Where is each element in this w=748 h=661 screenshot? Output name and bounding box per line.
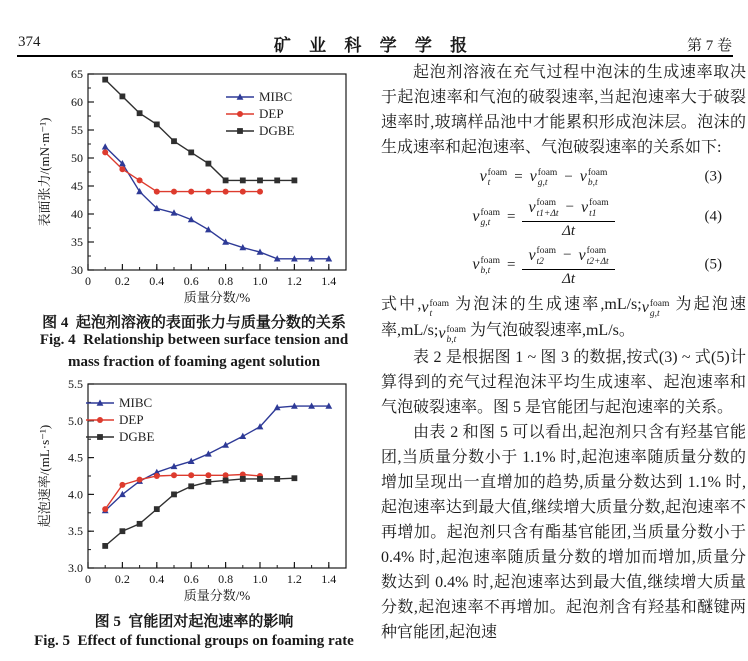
svg-text:0: 0 bbox=[85, 572, 91, 586]
equation-number: (4) bbox=[704, 208, 722, 225]
svg-text:质量分数/%: 质量分数/% bbox=[183, 588, 251, 603]
svg-text:4.0: 4.0 bbox=[68, 487, 83, 502]
equals-sign: = bbox=[506, 256, 516, 273]
volume-label: 第 7 卷 bbox=[686, 38, 732, 54]
svg-text:0.6: 0.6 bbox=[183, 572, 199, 586]
paragraph-foam-rate-intro: 起泡剂溶液在充气过程中泡沫的生成速率取决于起泡速率和气泡的破裂速率,当起泡速率大于破裂速率时,玻璃样品池中才能累积形成泡沫层。泡沫的生成速率和起泡速率、气泡破裂速率的关系如下: bbox=[381, 64, 746, 156]
svg-text:4.5: 4.5 bbox=[68, 450, 83, 465]
svg-text:0.8: 0.8 bbox=[218, 572, 234, 586]
svg-text:1.2: 1.2 bbox=[286, 572, 302, 586]
math-v-foam-gt: v foam g,t bbox=[529, 167, 558, 188]
svg-text:30: 30 bbox=[71, 263, 83, 277]
figure4-surface-tension-chart bbox=[36, 60, 362, 310]
equals-sign: = bbox=[506, 208, 516, 225]
svg-text:5.5: 5.5 bbox=[68, 377, 83, 391]
math-v-foam-t2dt: v foam t2+Δt bbox=[578, 246, 609, 267]
equation-5 bbox=[381, 244, 746, 286]
math-v-foam-t2: v foam t2 bbox=[528, 246, 557, 267]
svg-text:1.0: 1.0 bbox=[252, 572, 268, 586]
svg-text:0.2: 0.2 bbox=[114, 274, 130, 288]
right-text-column bbox=[381, 60, 746, 661]
svg-text:1.0: 1.0 bbox=[252, 274, 268, 288]
svg-text:35: 35 bbox=[71, 235, 83, 249]
math-delta-t: Δt bbox=[562, 270, 576, 287]
paragraph-discussion: 由表 2 和图 5 可以看出,起泡剂只含有羟基官能团,当质量分数小于 1.1% 时,起泡速率随质量分数的增加呈现出一直增加的趋势,质量分数达到 1.1% 时,起泡速率达到最大值,继续增大质量分数,起泡速率不再增加。起泡剂只含有酯基官能团,当质量分数小于 0.4% 时,起泡速率随质量分数的增加而增加,质量分数达到 0.4% 时,起泡速率达到最大值,继续增大质量分数,起泡速率不再增加。起泡剂含有羟基和醚键两种官能团,起泡速 bbox=[381, 423, 746, 641]
equation-4 bbox=[381, 196, 746, 238]
math-v-foam-gt: v foam g,t bbox=[472, 207, 500, 228]
where-clause-paragraph bbox=[381, 292, 746, 345]
minus-sign: − bbox=[564, 168, 573, 185]
svg-text:45: 45 bbox=[71, 179, 83, 193]
where-text: 为泡沫的生成速率,mL/s; bbox=[448, 296, 642, 313]
figure5-foaming-rate-chart bbox=[36, 372, 362, 608]
math-v-foam-t: v foam t bbox=[421, 298, 449, 319]
svg-text:1.2: 1.2 bbox=[286, 274, 302, 288]
equation-3 bbox=[381, 164, 746, 190]
minus-sign: − bbox=[565, 199, 575, 215]
math-v-foam-t1: v foam t1 bbox=[581, 198, 609, 219]
svg-text:0.8: 0.8 bbox=[218, 274, 234, 288]
figure5-caption-en: Fig. 5 Effect of functional groups on foaming rate bbox=[34, 633, 354, 649]
where-text: 为起泡速率,mL/s; bbox=[381, 296, 746, 340]
svg-text:DGBE: DGBE bbox=[259, 123, 295, 138]
figure4-caption-zh: 图 4 起泡剂溶液的表面张力与质量分数的关系 bbox=[42, 315, 346, 331]
equals-sign: = bbox=[514, 168, 523, 185]
svg-text:50: 50 bbox=[71, 151, 83, 165]
svg-text:3.5: 3.5 bbox=[68, 524, 83, 539]
svg-text:60: 60 bbox=[71, 95, 83, 109]
svg-text:DEP: DEP bbox=[259, 106, 284, 121]
fraction bbox=[522, 243, 614, 287]
header-rule bbox=[17, 55, 733, 57]
math-v-foam-bt: v foam b,t bbox=[472, 255, 500, 276]
journal-title: 矿 业 科 学 学 报 bbox=[273, 36, 475, 55]
page-number: 374 bbox=[18, 34, 41, 50]
svg-text:0.4: 0.4 bbox=[149, 572, 165, 586]
svg-text:55: 55 bbox=[71, 123, 83, 137]
svg-text:0.4: 0.4 bbox=[149, 274, 165, 288]
svg-text:DGBE: DGBE bbox=[119, 429, 155, 444]
svg-text:表面张力/(mN·m⁻¹): 表面张力/(mN·m⁻¹) bbox=[37, 117, 52, 227]
minus-sign: − bbox=[563, 247, 572, 263]
math-v-foam-t: v foam t bbox=[479, 167, 508, 188]
svg-text:0.2: 0.2 bbox=[114, 572, 130, 586]
paragraph-table2-description: 表 2 是根据图 1 ~ 图 3 的数据,按式(3) ~ 式(5)计算得到的充气过程泡沫平均生成速率、起泡速率和气泡破裂速率。图 5 是官能团与起泡速率的关系。 bbox=[381, 348, 746, 416]
math-v-foam-t1dt: v foam t1+Δt bbox=[528, 198, 559, 219]
svg-text:1.4: 1.4 bbox=[321, 572, 337, 586]
figure4-caption-en-line2: mass fraction of foaming agent solution bbox=[67, 354, 321, 370]
figure4-caption-en-line1: Fig. 4 Relationship between surface tension and bbox=[39, 332, 349, 348]
math-v-foam-gt: v foam g,t bbox=[641, 298, 670, 319]
math-v-foam-bt: v foam b,t bbox=[438, 325, 466, 346]
where-text: 为气泡破裂速率,mL/s。 bbox=[465, 322, 635, 340]
svg-text:65: 65 bbox=[71, 67, 83, 81]
where-text: 式中, bbox=[381, 296, 422, 313]
fraction bbox=[522, 195, 614, 239]
math-v-foam-bt: v foam b,t bbox=[579, 167, 608, 188]
svg-text:起泡速率/(mL·s⁻¹): 起泡速率/(mL·s⁻¹) bbox=[37, 424, 52, 528]
svg-text:0: 0 bbox=[85, 274, 91, 288]
svg-text:5.0: 5.0 bbox=[68, 413, 83, 428]
math-delta-t: Δt bbox=[562, 222, 576, 239]
equation-number: (3) bbox=[704, 168, 722, 185]
svg-text:MIBC: MIBC bbox=[119, 395, 153, 410]
svg-text:MIBC: MIBC bbox=[259, 89, 293, 104]
equation-number: (5) bbox=[704, 256, 722, 273]
equations-block bbox=[381, 164, 746, 286]
svg-text:3.0: 3.0 bbox=[68, 561, 83, 575]
svg-text:DEP: DEP bbox=[119, 412, 144, 427]
figure5-caption-zh: 图 5 官能团对起泡速率的影响 bbox=[94, 614, 294, 630]
svg-text:40: 40 bbox=[71, 207, 83, 221]
svg-text:1.4: 1.4 bbox=[321, 274, 337, 288]
svg-text:0.6: 0.6 bbox=[183, 274, 199, 288]
svg-text:质量分数/%: 质量分数/% bbox=[183, 290, 251, 305]
